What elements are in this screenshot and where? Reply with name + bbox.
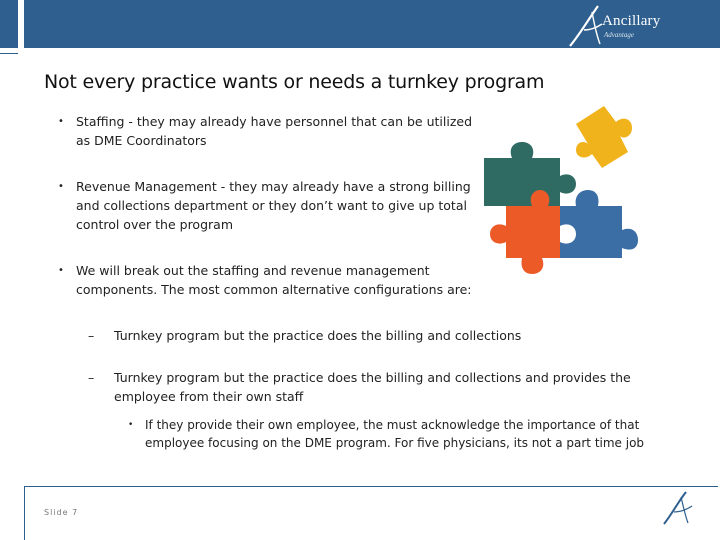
- footer-logo-icon: [660, 490, 696, 526]
- title-rule: [0, 53, 18, 54]
- puzzle-pieces-image: [476, 102, 644, 282]
- bullet-text: Revenue Management - they may already have a strong billing and collections department or they don’t want to give up total control over the program: [76, 179, 471, 232]
- footer-rule: [24, 486, 718, 487]
- puzzle-piece-yellow: [576, 106, 632, 168]
- sub-item-text: Turnkey program but the practice does the billing and collections and provides the employee from their own staff: [114, 370, 631, 404]
- puzzle-piece-teal: [484, 142, 576, 206]
- dash-marker: –: [88, 328, 95, 343]
- logo-swoosh-icon: [566, 4, 606, 48]
- logo-brand-text: Ancillary: [602, 13, 661, 29]
- slide-number: Slide 7: [44, 508, 79, 517]
- slide-title: Not every practice wants or needs a turnkey program: [44, 71, 545, 93]
- footer-vertical-rule: [24, 486, 25, 540]
- ancillary-logo: [566, 4, 706, 48]
- bullet-marker: •: [128, 420, 134, 430]
- sub-item-text: Turnkey program but the practice does the billing and collections: [114, 328, 522, 343]
- bullet-marker: •: [58, 181, 64, 192]
- header-accent-bar: [0, 0, 18, 48]
- bullet-marker: •: [58, 265, 64, 276]
- header-bar: [24, 0, 720, 48]
- logo-tagline: Advantage: [604, 31, 634, 39]
- bullet-text: We will break out the staffing and revenue management components. The most common alternative configurations are:: [76, 263, 472, 297]
- bullet-text: Staffing - they may already have personnel that can be utilized as DME Coordinators: [76, 114, 473, 148]
- sub-sub-item-text: If they provide their own employee, the must acknowledge the importance of that employee focusing on the DME program. For five physicians, its not a part time job: [145, 418, 645, 450]
- bullet-marker: •: [58, 116, 64, 127]
- puzzle-piece-blue: [560, 190, 638, 258]
- dash-marker: –: [88, 370, 95, 385]
